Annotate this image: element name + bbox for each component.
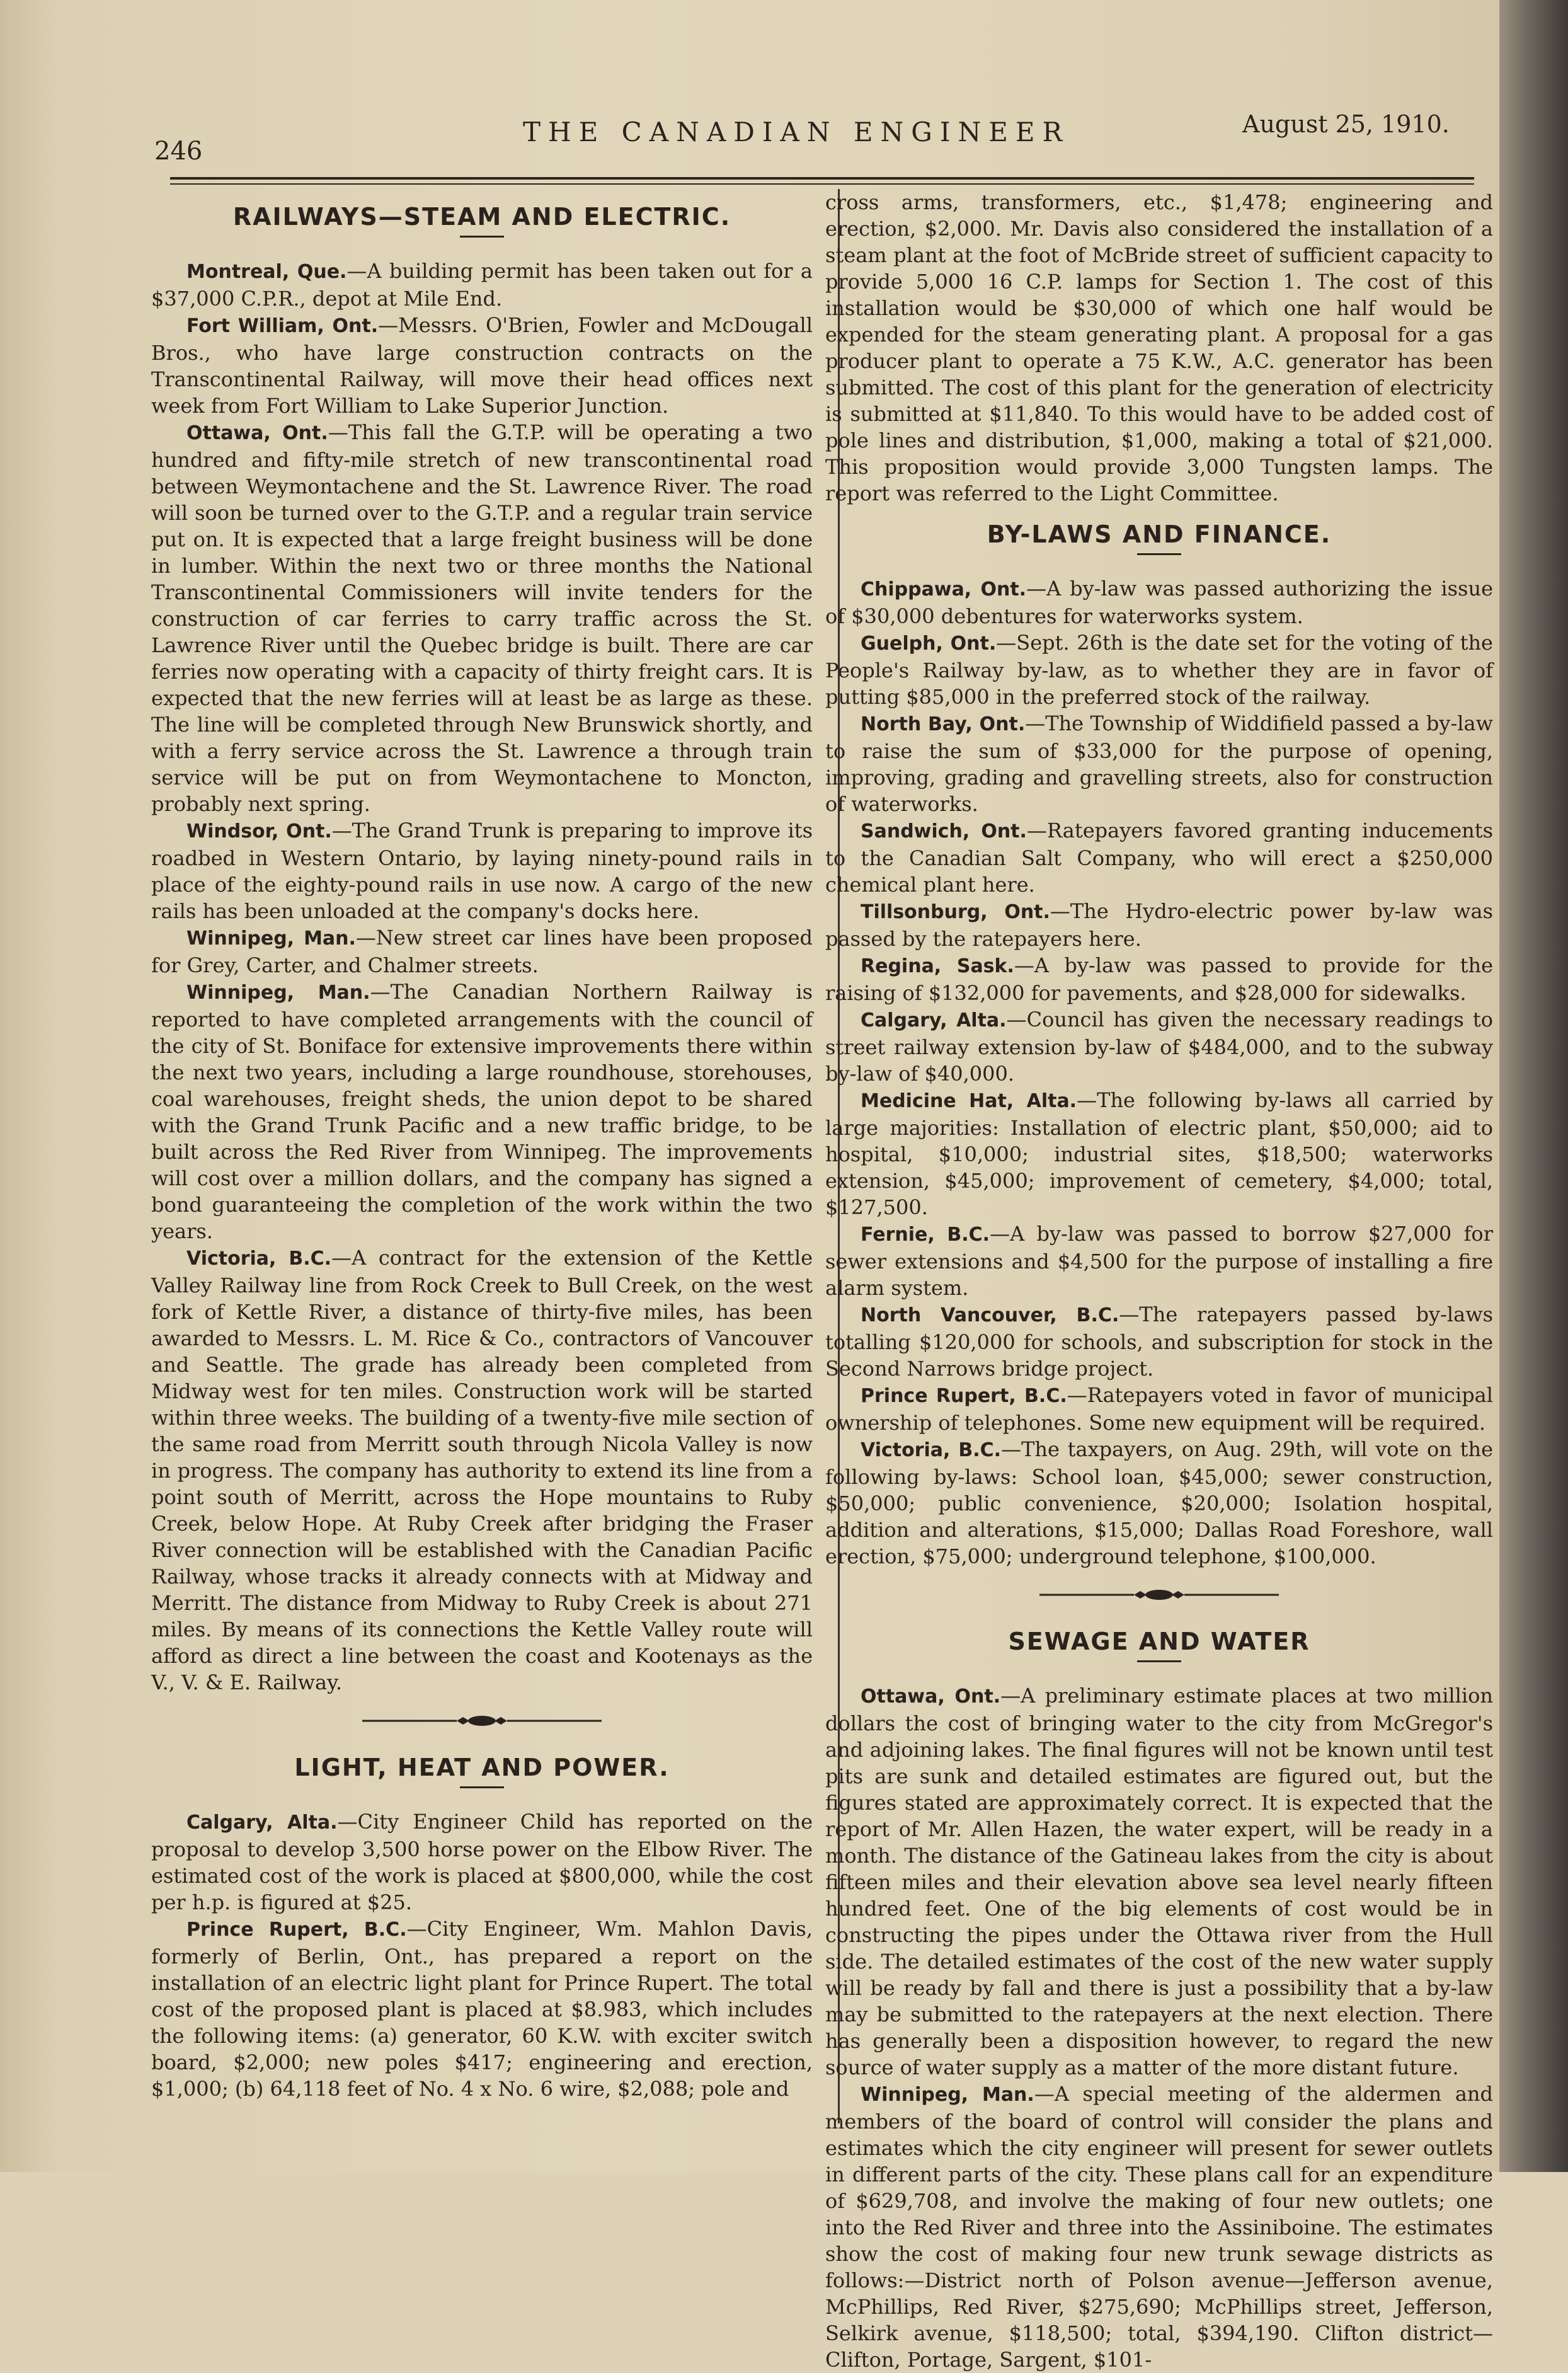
news-item-text: —The taxpayers, on Aug. 29th, will vote on the following by-laws: School loan, $45,000; sewer construction, $50,000; public convenience, $20,000; Isolation hospital, addition and alterations, $15,000; Dallas Road Foreshore, wall erection, $75,000; underground telephone, $100,000. (825, 1437, 1494, 1568)
news-item (151, 312, 813, 419)
ornament-divider (825, 1576, 1493, 1614)
section-rule (1137, 553, 1181, 555)
news-item-text: —The Township of Widdifield passed a by-law to raise the sum of $33,000 for the purpose of opening, improving, grading and gravelling streets, also for construction of waterworks. (825, 711, 1493, 816)
ornament-divider (151, 1702, 813, 1740)
news-item (825, 1382, 1493, 1436)
news-item-text: —A by-law was passed to borrow $27,000 for sewer extensions and $4,500 for the purpose of installing a fire alarm system. (825, 1222, 1493, 1300)
news-item (151, 258, 813, 312)
news-item-text: —A by-law was passed to provide for the raising of $132,000 for pavements, and $28,000 for sidewalks. (825, 953, 1494, 1005)
news-item (825, 1682, 1493, 2081)
section-title-sewage: SEWAGE AND WATER (1008, 1628, 1310, 1655)
news-item-place: Ottawa, Ont. (861, 1686, 1001, 1708)
news-item (151, 1808, 813, 1916)
news-item (151, 419, 813, 817)
news-item-text: —The Hydro-electric power by-law was passed by the ratepayers here. (825, 899, 1493, 951)
news-item (825, 898, 1493, 952)
news-item-text: —A building permit has been taken out for a $37,000 C.P.R., depot at Mile End. (151, 259, 813, 311)
news-item-place: Guelph, Ont. (861, 633, 997, 655)
news-item-place: Winnipeg, Man. (186, 982, 370, 1004)
news-item-text: —A preliminary estimate places at two million dollars the cost of bringing water to the city from McGregor's and adjoining lakes. The final figures will not be known until test pits are sunk and detailed estimates are figured out, but the figures stated are approximately correct. It is expected that the report of Mr. Allen Hazen, the water expert, will be ready in a month. The distance of the Gatineau lakes from the city is about fifteen miles and their elevation above sea level nearly fifteen hundred feet. One of the big elements of cost would be in constructing the pipes under the Ottawa river from the Hull side. The detailed estimates of the cost of the new water supply will be ready by fall and there is just a possibility that a by-law may be submitted to the ratepayers at the next election. There has generally been a disposition however, to regard the new source of water supply as a matter of the more distant future. (825, 1684, 1494, 2079)
news-item (825, 1301, 1493, 1382)
section-title-railways: RAILWAYS—STEAM AND ELECTRIC. (232, 203, 731, 231)
news-item (825, 710, 1493, 817)
right-column (825, 189, 1493, 2373)
news-item-text: —New street car lines have been proposed for Grey, Carter, and Chalmer streets. (151, 926, 813, 977)
news-item (151, 1244, 813, 1696)
section-rule (1137, 1660, 1181, 1662)
binding-edge (1499, 0, 1568, 2172)
news-item (825, 629, 1493, 710)
page-header (0, 110, 1499, 180)
news-item-place: Calgary, Alta. (186, 1812, 338, 1834)
news-item (151, 924, 813, 979)
news-item-text: —City Engineer Child has reported on the proposal to develop 3,500 horse power on the Elbow River. The estimated cost of the work is placed at $800,000, while the cost per h.p. is figured at $25. (151, 1810, 813, 1914)
railways-items (151, 258, 813, 1696)
news-item (825, 952, 1493, 1006)
news-item-continued: cross arms, transformers, etc., $1,478; engineering and erection, $2,000. Mr. Davis also considered the installation of a steam plant at the foot of McBride street of sufficient capacity to provide 5,000 16 C.P. lamps for Section 1. The cost of this installation would be $30,000 of which one half would be expended for the steam generating plant. A proposal for a gas producer plant to operate a 75 K.W., A.C. generator has been submitted. The cost of this plant for the generation of electricity is submitted at $11,840. To this would have to be added cost of pole lines and distribution, $1,000, making a total of $21,000. This proposition would provide 3,000 Tungsten lamps. The report was referred to the Light Committee. (825, 190, 1493, 505)
news-item-place: Medicine Hat, Alta. (861, 1090, 1077, 1112)
news-item (825, 575, 1493, 629)
news-item-text: —The following by-laws all carried by large majorities: Installation of electric plant, $50,000; aid to hospital, $10,000; industrial sites, $18,500; waterworks extension, $45,000; improvement of cemetery, $4,000; total, $127,500. (825, 1088, 1493, 1219)
news-item-text: —Council has given the necessary readings to street railway extension by-law of $484,000, and to the subway by-law of $40,000. (825, 1008, 1494, 1086)
news-item (151, 979, 813, 1244)
left-column (151, 189, 813, 2102)
page-number: 246 (154, 137, 203, 166)
news-item-text: —A by-law was passed authorizing the issue of $30,000 debentures for waterworks system. (825, 577, 1494, 628)
header-rule (170, 177, 1474, 180)
news-item-place: Victoria, B.C. (861, 1439, 1002, 1461)
section-title-bylaws: BY-LAWS AND FINANCE. (987, 520, 1332, 548)
issue-date: August 25, 1910. (1242, 110, 1450, 138)
light-items (151, 1808, 813, 2102)
news-item-place: Regina, Sask. (861, 955, 1014, 977)
news-item-place: Montreal, Que. (186, 261, 347, 283)
news-item-text: —Messrs. O'Brien, Fowler and McDougall Bros., who have large construction contracts on the Transcontinental Railway, will move their head offices next week from Fort William to Lake Superior Junction. (151, 313, 813, 418)
news-item-place: Chippawa, Ont. (861, 578, 1027, 600)
news-item-place: Winnipeg, Man. (186, 928, 356, 950)
news-item (825, 817, 1493, 898)
section-rule (460, 1786, 504, 1788)
light-items-continued (825, 189, 1493, 507)
bylaws-items (825, 575, 1493, 1570)
news-item-place: North Vancouver, B.C. (861, 1304, 1119, 1326)
ornament-icon (362, 1715, 602, 1727)
news-item-place: Ottawa, Ont. (186, 422, 328, 444)
news-item-text: —The ratepayers passed by-laws totalling $120,000 for schools, and subscription for stock in the Second Narrows bridge project. (825, 1302, 1494, 1381)
news-item-place: Winnipeg, Man. (861, 2084, 1034, 2106)
news-item-text: —The Canadian Northern Railway is reported to have completed arrangements with the council of the city of St. Boniface for extensive improvements there within the next two years, including a large roundhouse, storehouses, coal warehouses, freight sheds, the union depot to be shared with the Grand Trunk Pacific and a new traffic bridge, to be built across the Red River from Winnipeg. The improvements will cost over a million dollars, and the company has signed a bond guaranteeing the completion of the work within the two years. (151, 980, 813, 1243)
news-item (825, 1006, 1493, 1087)
sewage-items (825, 1682, 1493, 2373)
news-item-text: —Ratepayers favored granting inducements to the Canadian Salt Company, who will erect a $250,000 chemical plant here. (825, 819, 1494, 897)
news-item-place: Tillsonburg, Ont. (861, 901, 1050, 923)
section-rule (460, 236, 504, 238)
news-item-place: Calgary, Alta. (861, 1009, 1007, 1031)
news-item (825, 1436, 1493, 1570)
news-item-text: —The Grand Trunk is preparing to improve its roadbed in Western Ontario, by laying ninety-pound rails in place of the eighty-pound rails in use now. A cargo of the new rails has been unloaded at the company's docks here. (151, 819, 813, 923)
section-title-light: LIGHT, HEAT AND POWER. (294, 1754, 670, 1781)
news-item-place: North Bay, Ont. (861, 713, 1026, 735)
ornament-icon (1039, 1589, 1279, 1601)
news-item-text: —A contract for the extension of the Kettle Valley Railway line from Rock Creek to Bull Creek, on the west fork of Kettle River, a distance of thirty-five miles, has been awarded to Messrs. L. M. Rice & Co., contractors of Vancouver and Seattle. The grade has already been completed from Midway west for ten miles. Construction work will be started within three weeks. The building of a twenty-five mile section of the same road from Merritt south through Nicola Valley is now in progress. The company has authority to extend its line from a point south of Merritt, across the Hope mountains to Ruby Creek, below Hope. At Ruby Creek after bridging the Fraser River connection will be established with the Canadian Pacific Railway, whose tracks it already connects with at Midway and Merritt. The distance from Midway to Ruby Creek is about 271 miles. By means of its connections the Kettle Valley route will afford as direct a line between the coast and Kootenays as the V., V. & E. Railway. (151, 1246, 813, 1694)
news-item-text: —Ratepayers voted in favor of municipal ownership of telephones. Some new equipment will be required. (825, 1383, 1493, 1435)
news-item-text: —A special meeting of the aldermen and members of the board of control will consider the plans and estimates which the city engineer will present for sewer outlets in different parts of the city. These plans call for an expenditure of $629,708, and involve the making of four new outlets; one into the Red River and three into the Assiniboine. The estimates show the cost of making four new trunk sewage districts as follows:—District north of Polson avenue—Jefferson avenue, McPhillips, Red River, $275,690; McPhillips street, Jefferson, Selkirk avenue, $118,500; total, $394,190. Clifton district—Clifton, Portage, Sargent, $101- (825, 2082, 1493, 2372)
news-item-place: Prince Rupert, B.C. (861, 1385, 1067, 1407)
news-item-text: —This fall the G.T.P. will be operating a two hundred and fifty-mile stretch of new transcontinental road between Weymontachene and the St. Lawrence River. The road will soon be turned over to the G.T.P. and a regular train service put on. It is expected that a large freight business will be done in lumber. Within the next two or three months the National Transcontinental Commissioners will invite tenders for the construction of car ferries to carry traffic across the St. Lawrence River until the Quebec bridge is built. There are car ferries now operating with a capacity of thirty freight cars. It is expected that the new ferries will at least be as large as these. The line will be completed through New Brunswick shortly, and with a ferry service across the St. Lawrence a through train service will be put on from Weymontachene to Moncton, probably next spring. (151, 420, 813, 816)
news-item (825, 2081, 1493, 2373)
news-item-place: Windsor, Ont. (186, 820, 332, 842)
news-item-place: Fort William, Ont. (186, 315, 379, 337)
news-item-place: Fernie, B.C. (861, 1224, 990, 1246)
news-item (825, 1087, 1493, 1221)
news-item-text: —Sept. 26th is the date set for the voting of the People's Railway by-law, as to whether they are in favor of putting $85,000 in the preferred stock of the railway. (825, 631, 1493, 709)
news-item (151, 1916, 813, 2102)
news-item-place: Prince Rupert, B.C. (186, 1919, 407, 1941)
news-item (825, 1221, 1493, 1301)
journal-title: THE CANADIAN ENGINEER (523, 117, 1070, 147)
news-item (151, 817, 813, 924)
news-item-place: Sandwich, Ont. (861, 820, 1027, 842)
news-item-place: Victoria, B.C. (186, 1248, 332, 1270)
header-rule-thin (170, 183, 1474, 185)
news-item-text: —City Engineer, Wm. Mahlon Davis, formerly of Berlin, Ont., has prepared a report on the installation of an electric light plant for Prince Rupert. The total cost of the proposed plant is placed at $8.983, which includes the following items: (a) generator, 60 K.W. with exciter switch board, $2,000; new poles $417; engineering and erection, $1,000; (b) 64,118 feet of No. 4 x No. 6 wire, $2,088; pole and (151, 1917, 813, 2101)
